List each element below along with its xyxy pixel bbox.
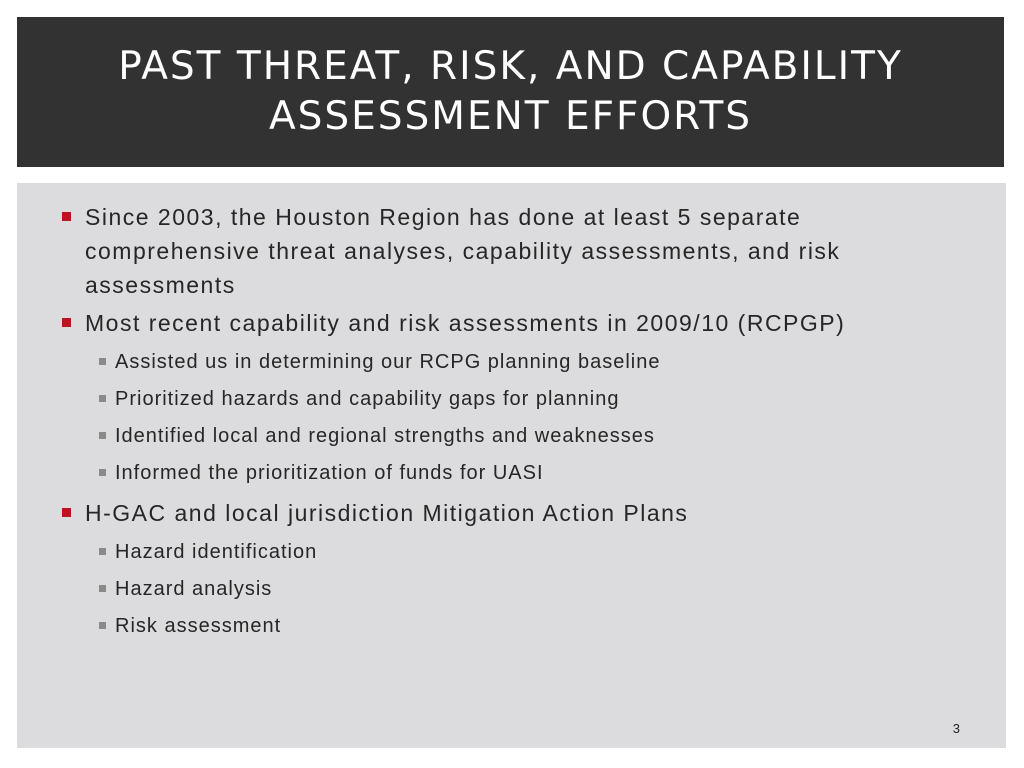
sub-bullet-item — [59, 534, 979, 571]
page-number: 3 — [952, 721, 960, 736]
square-sub-bullet-icon — [99, 432, 106, 439]
title-band — [17, 17, 1004, 167]
bullet-item — [59, 496, 979, 530]
bullet-text: Most recent capability and risk assessments in 2009/10 (RCPGP) — [85, 310, 846, 336]
content-panel — [17, 183, 1006, 748]
sub-bullet-item — [59, 418, 979, 455]
sub-bullet-text: Informed the prioritization of funds for UASI — [115, 462, 544, 484]
sub-bullet-item — [59, 571, 979, 608]
square-sub-bullet-icon — [99, 622, 106, 629]
sub-bullet-item — [59, 455, 979, 492]
square-sub-bullet-icon — [99, 395, 106, 402]
square-bullet-icon — [62, 212, 71, 221]
bullet-text: Since 2003, the Houston Region has done at least 5 separate comprehensive threat analyses, capability assessments, and risk assessments — [85, 204, 841, 298]
sub-bullet-text: Prioritized hazards and capability gaps for planning — [115, 388, 620, 410]
slide-title: PAST THREAT, RISK, AND CAPABILITY ASSESSMENT EFFORTS — [118, 44, 903, 139]
square-sub-bullet-icon — [99, 358, 106, 365]
bullet-list — [59, 200, 979, 645]
sub-bullet-item — [59, 344, 979, 381]
sub-bullet-item — [59, 608, 979, 645]
bullet-text: H-GAC and local jurisdiction Mitigation Action Plans — [85, 500, 689, 526]
sub-bullet-text: Assisted us in determining our RCPG planning baseline — [115, 351, 661, 373]
square-sub-bullet-icon — [99, 469, 106, 476]
square-sub-bullet-icon — [99, 585, 106, 592]
square-bullet-icon — [62, 318, 71, 327]
sub-bullet-text: Identified local and regional strengths and weaknesses — [115, 425, 655, 447]
bullet-item — [59, 306, 979, 340]
sub-bullet-text: Risk assessment — [115, 615, 282, 637]
square-bullet-icon — [62, 508, 71, 517]
sub-bullet-item — [59, 381, 979, 418]
sub-bullet-text: Hazard identification — [115, 541, 318, 563]
square-sub-bullet-icon — [99, 548, 106, 555]
bullet-item — [59, 200, 979, 302]
sub-bullet-text: Hazard analysis — [115, 578, 273, 600]
